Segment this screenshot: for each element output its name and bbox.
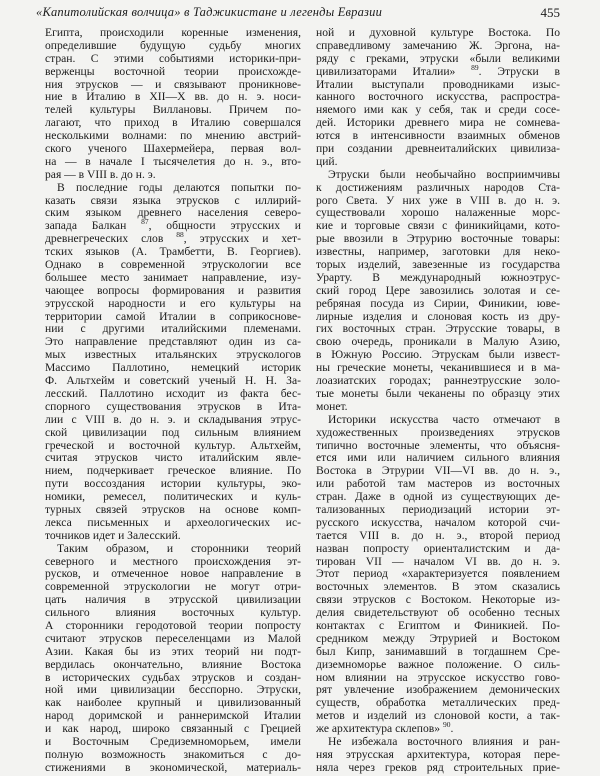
line-text: определившие будущую судьбу многих (45, 38, 301, 52)
line-text: ребряная посуда из Сирии, Финикии, юве- (316, 296, 560, 310)
line-text: диземноморье важное положение. О силь- (316, 657, 560, 671)
line-text: нием, подчеркивает греческое влияние. По (45, 464, 301, 478)
line-text: Массимо Паллотино, немецкий историк (45, 361, 301, 375)
line-text: древнегреческих слов (45, 232, 177, 246)
line-text: запада Балкан (45, 219, 142, 233)
line-text: гих восточных стран. Этрусские товары, в (316, 322, 560, 336)
line-text: А сторонники геродотовой теории попросту (45, 618, 301, 632)
line-text: канного восточного искусства, распростра- (316, 90, 560, 104)
footnote-ref: 90 (442, 720, 451, 730)
line-text: рая — в VIII в. до н. э. (45, 167, 156, 181)
line-text: ским языком древнего населения северо- (45, 206, 301, 220)
footnote-ref: 88 (176, 230, 184, 240)
line-text: несколькими волнами: по мнению австрий- (45, 129, 301, 143)
line-text: тается VIII в. до н. э., второй период (316, 528, 560, 542)
line-text: Однако в современной этрускологии все (45, 258, 301, 272)
line-text: восточных элементов. В этом сказались (316, 580, 560, 594)
line-text: лагают, что приход в Италию совершался (45, 116, 301, 130)
line-text: русского искусства, началом которой счи- (316, 515, 560, 529)
line-text: северного и местного происхождения эт- (45, 554, 301, 568)
line-text: . (450, 722, 454, 736)
line-text: ны греческие монеты, чеканившиеся и в ма- (316, 361, 560, 375)
line-text: ской цивилизации под сильным влиянием (45, 425, 301, 439)
line-text: метов и изделий из слоновой кости, а так- (316, 709, 560, 723)
line-text: рого Света. У них уже в VIII в. до н. э. (316, 193, 560, 207)
line-text: Это направление представляют один из са- (45, 335, 301, 349)
line-text: лоазиатских городах; раннеэтрусские золо- (316, 374, 560, 388)
line-text: Таким образом, и сторонники теорий (57, 541, 301, 555)
line-text: справедливому замечанию Ж. Эргона, на- (316, 38, 560, 52)
line-text: Италии выступали проводниками изыс- (316, 77, 560, 91)
text-line (45, 762, 301, 775)
line-text: и как народ, широко связанный с Грецией (45, 722, 301, 736)
line-text: в исторических судьбах этрусков и создан- (45, 670, 301, 684)
line-text: считают этрусков переселенцами из Малой (45, 631, 301, 645)
line-text: тирован VII — началом VI вв. до н. э. (316, 554, 560, 568)
line-text: ной и духовной культуре Востока. По (316, 26, 560, 39)
line-text: В последние годы делаются попытки по- (57, 180, 301, 194)
line-text: Востока в Этрурии VII—VI вв. до н. э., (316, 464, 560, 478)
line-text: Историки искусства часто отмечают в (328, 412, 560, 426)
line-text: цать наличия в этрусской цивилизации (45, 593, 301, 607)
line-text: няемого ими как у себя, так и среди сосе- (316, 103, 560, 117)
line-text: ций. (316, 154, 338, 168)
line-text: казать связи языка этрусков с иллирий- (45, 193, 301, 207)
footnote-ref: 87 (141, 217, 149, 227)
line-text: Азии. Какая бы из этих теорий ни подт- (45, 644, 301, 658)
line-text: вердилась окончательно, влияние Востока (45, 657, 301, 671)
line-text: дей. Историки древнего мира не сомнева- (316, 116, 560, 130)
line-text: монет. (316, 399, 348, 413)
line-text: спорного существования этрусков в Ита- (45, 399, 301, 413)
line-text: точников идет и Залесский. (45, 528, 181, 542)
line-text: торых изделий, завезенные из государства (316, 258, 560, 272)
line-text: типично восточные элементы, что объясня- (316, 438, 560, 452)
line-text: Урарту. В международный южноэтрус- (316, 270, 560, 284)
line-text: няя этрусская архитектура, которая пере- (316, 747, 560, 761)
line-text: на — в начале I тысячелетия до н. э., вто- (45, 154, 301, 168)
line-text: цивилизаторами Италии» (316, 64, 472, 78)
line-text: стран. Даже в одной из существующих де- (316, 490, 560, 504)
line-text: существ, обработка металлических пред- (316, 696, 560, 710)
line-text: номики, ремесел, политических и куль- (45, 490, 301, 504)
line-text: известны, например, заготовки для неко- (316, 245, 560, 259)
footnote-ref: 89 (471, 62, 479, 72)
running-title: «Капитолийская волчица» в Таджикистане и легенды Евразии (36, 5, 383, 19)
line-text: в Южную Россию. Этрускам были извест- (316, 348, 560, 362)
line-text: или работой там мастеров из восточных (316, 477, 560, 491)
line-text: же архитектура склепов» (316, 722, 443, 736)
text-line (316, 762, 560, 775)
line-text: Этруски были необычайно восприимчивы (328, 167, 560, 181)
line-text: ном влиянии на этрусское искусство гово- (316, 670, 560, 684)
line-text: тских языков (А. Трамбетти, В. Георгиев). (45, 245, 301, 259)
line-text: лирные изделия и слоновая кость из дру- (316, 309, 560, 323)
line-text: был Кипр, занимавший в тогдашнем Сре- (316, 644, 560, 658)
line-text: средником между Этрурией и Востоком (316, 631, 560, 645)
line-text: назван попросту ориенталистским и да- (316, 541, 560, 555)
line-text: ния этрусков — и связывают проникнове- (45, 77, 301, 91)
line-text: большее место занимает направление, изу- (45, 270, 301, 284)
line-text: существовали хорошо налаженные морс- (316, 206, 560, 220)
line-text: ского ученого Шахермейера, первая вол- (45, 142, 301, 156)
line-text: русков, и отмеченное новое направление в (45, 567, 301, 581)
text-line (316, 388, 560, 401)
line-text: лии с VIII в. до н. э. и складывания этрус- (45, 412, 301, 426)
line-text: к достижениям различных народов Ста- (316, 180, 560, 194)
line-text: ется ими или наличием сильного влияния (316, 451, 560, 465)
line-text: верженцы восточной теории происхожде- (45, 64, 301, 78)
line-text: ряду с греками, этруски «были великими (316, 51, 560, 65)
line-text: художественных произведениях этрусков (316, 425, 560, 439)
line-text: телей культуры Виллановы. Причем по- (45, 103, 301, 117)
text-line (316, 143, 560, 156)
right-column (316, 27, 560, 775)
line-text: Этот период «характеризуется появлением (316, 567, 560, 581)
line-text: считая этрусков чисто италийским явле- (45, 451, 301, 465)
line-text: чающее вопросы формирования и развития (45, 283, 301, 297)
line-text: народ доримской и раннеримской Италии (45, 709, 301, 723)
line-text: кие и торговые связи с финикийцами, кото- (316, 219, 560, 233)
line-text: тые монеты были чеканены по образцу этих (316, 386, 560, 400)
line-text: турных связей этрусков на основе комп- (45, 502, 301, 516)
line-text: контактах с Египтом и Финикией. По- (316, 618, 560, 632)
line-text: пути воссоздания истории культуры, эко- (45, 477, 301, 491)
line-text: мых известных итальянских этрускологов (45, 348, 301, 362)
line-text: делия свидетельствуют об особенно тесных (316, 606, 560, 620)
line-text: ский город Цере завозились золотая и се- (316, 283, 560, 297)
line-text: полную возможность знакомиться с до- (45, 747, 301, 761)
line-text: ной ими цивилизации бесспорно. Этруски, (45, 683, 301, 697)
line-text: нии с другими италийскими племенами. (45, 322, 301, 336)
line-text: этрусской народности и его культуры на (45, 296, 301, 310)
line-text: Ф. Альтхейм и советский ученый Н. Н. За- (45, 374, 301, 388)
line-text: Не избежала восточного влияния и ран- (328, 734, 560, 748)
line-text: стижениями в экономической, материаль- (45, 760, 301, 774)
line-text: рые ввозили в Этрурию восточные товары: (316, 232, 560, 246)
line-text: и Восточным Средиземноморьем, имели (45, 734, 301, 748)
line-text: . Этруски в (478, 64, 560, 78)
line-text: ются в интенсивности взаимных обменов (316, 129, 560, 143)
line-text: Египта, происходили коренные изменения, (45, 26, 301, 39)
line-text: сильного влияния восточных культур. (45, 606, 301, 620)
page-number: 455 (540, 5, 560, 20)
line-text: современной этрускологии не могут отри- (45, 580, 301, 594)
line-text: , общности этрусских и (148, 219, 302, 233)
line-text: ние в Италию в XII—X вв. до н. э. носи- (45, 90, 301, 104)
line-text: лекса письменных и археологических ис- (45, 515, 301, 529)
left-column (45, 27, 301, 775)
line-text: , этрусских и хет- (183, 232, 301, 246)
line-text: территории самой Италии в соприкоснове- (45, 309, 301, 323)
line-text: лесский. Паллотино исходит из факта бес- (45, 386, 301, 400)
line-text: при создании древнеиталийских цивилиза- (316, 142, 560, 156)
line-text: свою очередь, проникали в Малую Азию, (316, 335, 560, 349)
line-text: рят увлечение изображением демонических (316, 683, 560, 697)
line-text: как наиболее крупный и цивилизованный (45, 696, 301, 710)
line-text: няла через греков ряд строительных прие- (316, 760, 560, 774)
line-text: связи этрусков с Востоком. Некоторые из- (316, 593, 560, 607)
line-text: тализованных периодизаций истории эт- (316, 502, 560, 516)
line-text: греческой и восточной культур. Альтхейм, (45, 438, 301, 452)
line-text: стран. С этими событиями историки-при- (45, 51, 301, 65)
